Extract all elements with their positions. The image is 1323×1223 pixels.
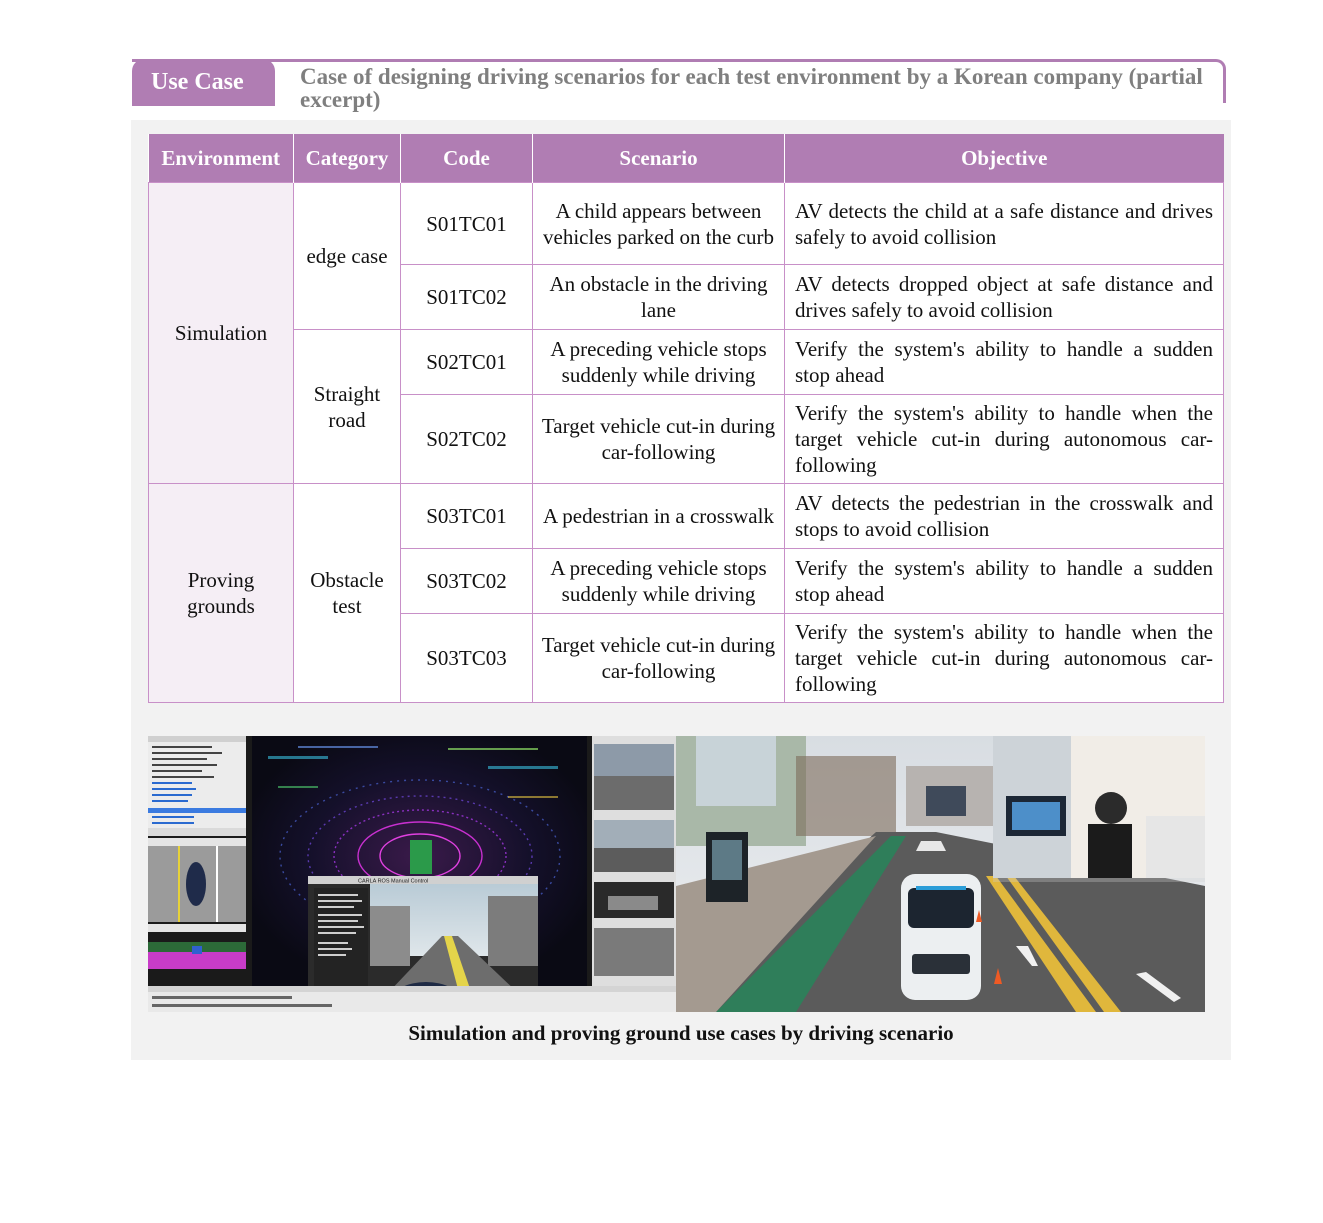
objective-cell: Verify the system's ability to handle when the target vehicle cut-in during autonomous car-following — [785, 395, 1224, 484]
table-row — [149, 183, 1224, 265]
code-cell: S03TC02 — [401, 549, 533, 614]
environment-cell: Proving grounds — [149, 484, 294, 703]
category-cell: Straight road — [294, 330, 401, 484]
code-cell: S02TC02 — [401, 395, 533, 484]
scenario-cell: Target vehicle cut-in during car-following — [533, 614, 785, 703]
code-cell: S01TC01 — [401, 183, 533, 265]
table-row — [149, 330, 1224, 395]
scenario-cell: A preceding vehicle stops suddenly while driving — [533, 330, 785, 395]
header-title: Case of designing driving scenarios for each test environment by a Korean company (partial excerpt) — [300, 64, 1203, 112]
figure-caption: Simulation and proving ground use cases by driving scenario — [408, 1021, 954, 1045]
use-case-header — [132, 59, 1231, 112]
objective-cell: AV detects the child at a safe distance and drives safely to avoid collision — [785, 183, 1224, 265]
carla-window-title: CARLA ROS Manual Control — [358, 878, 429, 885]
column-header: Scenario — [533, 134, 785, 183]
environment-cell: Simulation — [149, 183, 294, 484]
use-case-tag: Use Case — [132, 59, 275, 106]
code-cell: S01TC02 — [401, 265, 533, 330]
objective-cell: AV detects the pedestrian in the crosswalk and stops to avoid collision — [785, 484, 1224, 549]
column-header: Code — [401, 134, 533, 183]
simulation-screenshot — [148, 736, 676, 1012]
category-cell: edge case — [294, 183, 401, 330]
code-cell: S02TC01 — [401, 330, 533, 395]
scenario-cell: A child appears between vehicles parked on the curb — [533, 183, 785, 265]
objective-cell: AV detects dropped object at safe distance and drives safely to avoid collision — [785, 265, 1224, 330]
scenario-cell: Target vehicle cut-in during car-following — [533, 395, 785, 484]
column-header: Environment — [149, 134, 294, 183]
code-cell: S03TC01 — [401, 484, 533, 549]
column-header: Objective — [785, 134, 1224, 183]
scenario-cell: An obstacle in the driving lane — [533, 265, 785, 330]
column-header: Category — [294, 134, 401, 183]
table-row — [149, 484, 1224, 549]
scenario-table — [148, 134, 1224, 703]
scenario-cell: A preceding vehicle stops suddenly while driving — [533, 549, 785, 614]
objective-cell: Verify the system's ability to handle a sudden stop ahead — [785, 549, 1224, 614]
objective-cell: Verify the system's ability to handle when the target vehicle cut-in during autonomous car-following — [785, 614, 1224, 703]
objective-cell: Verify the system's ability to handle a sudden stop ahead — [785, 330, 1224, 395]
scenario-cell: A pedestrian in a crosswalk — [533, 484, 785, 549]
proving-ground-photo — [676, 736, 1205, 1012]
table-header-row — [149, 134, 1224, 183]
category-cell: Obstacle test — [294, 484, 401, 703]
code-cell: S03TC03 — [401, 614, 533, 703]
